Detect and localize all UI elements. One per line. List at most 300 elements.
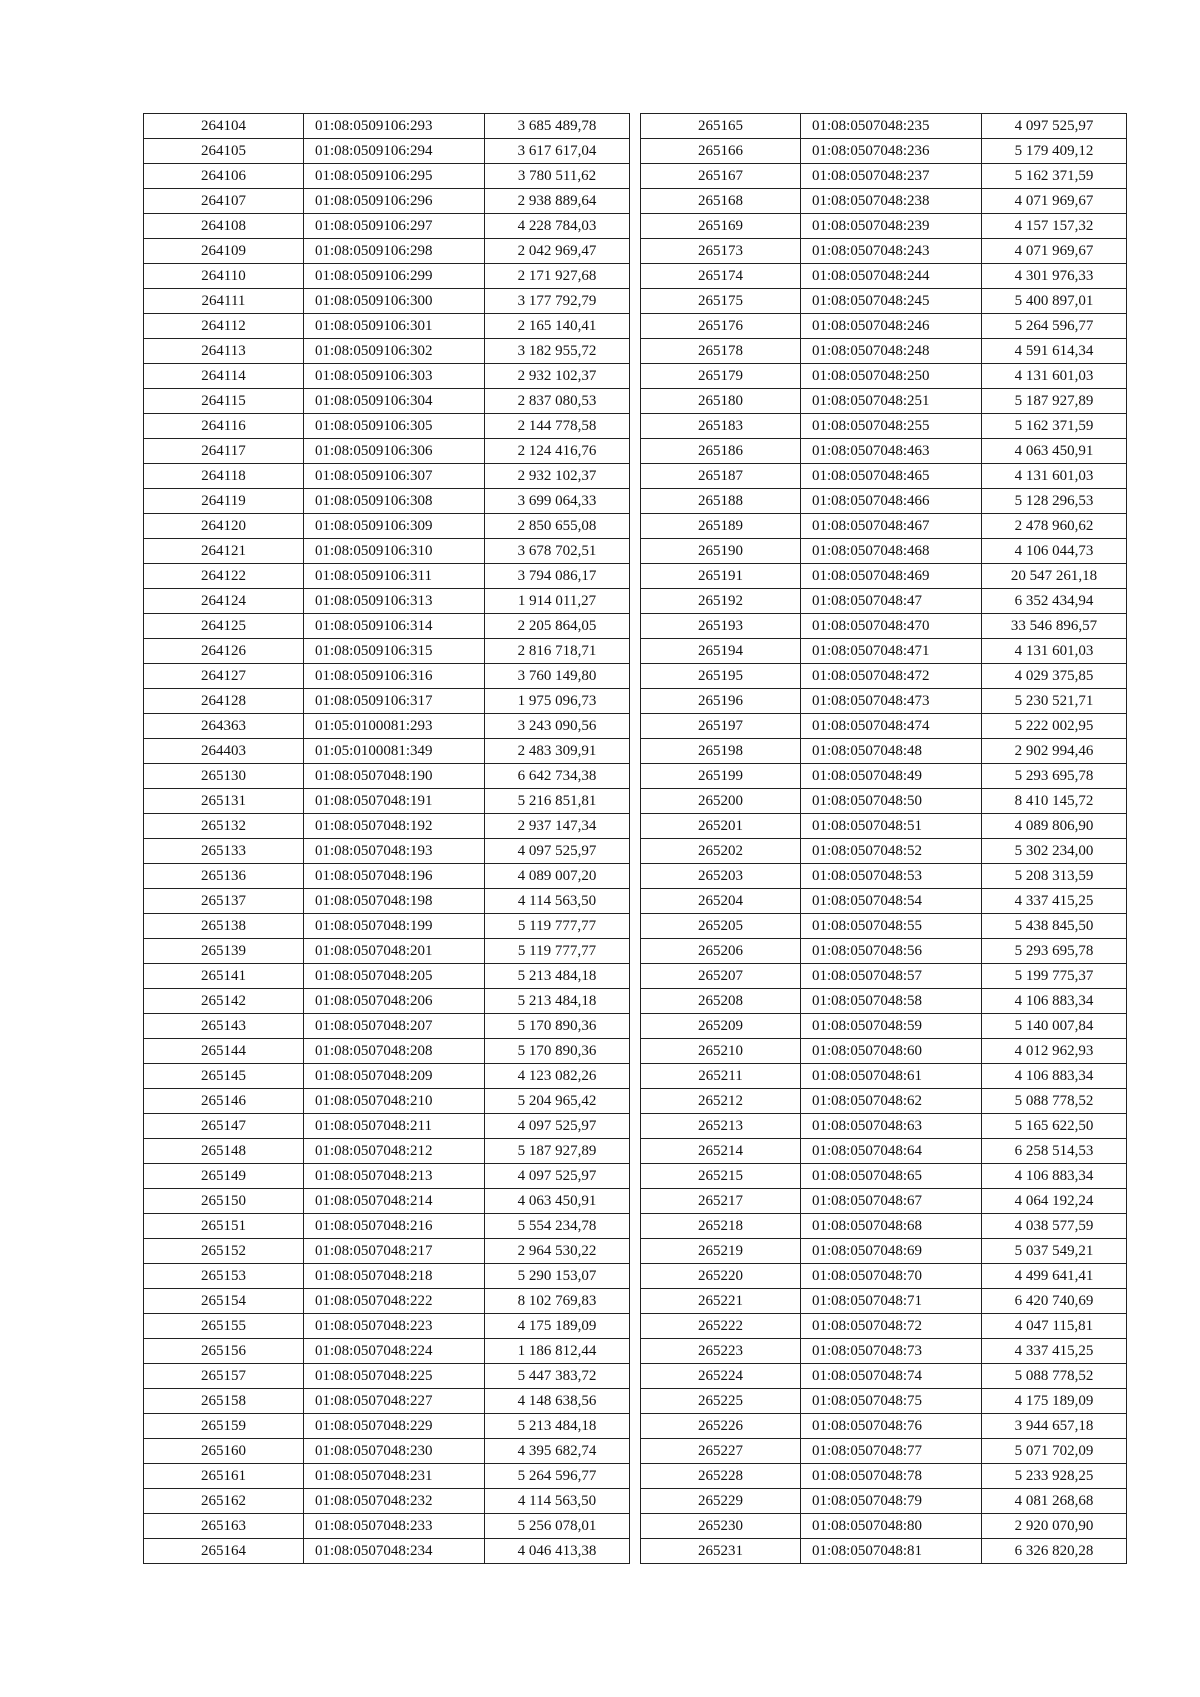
- cadastral-value-cell: 4 157 157,32: [982, 214, 1127, 239]
- row-number-cell: 265178: [641, 339, 801, 364]
- table-row: [144, 1039, 630, 1064]
- cadastral-number-cell: 01:08:0507048:467: [801, 514, 982, 539]
- cadastral-number-cell: 01:08:0507048:225: [304, 1364, 485, 1389]
- table-row: [144, 1339, 630, 1364]
- row-number-cell: 265152: [144, 1239, 304, 1264]
- row-number-cell: 264110: [144, 264, 304, 289]
- cadastral-number-cell: 01:08:0507048:244: [801, 264, 982, 289]
- cadastral-value-cell: 4 047 115,81: [982, 1314, 1127, 1339]
- row-number-cell: 264117: [144, 439, 304, 464]
- cadastral-value-cell: 4 089 007,20: [485, 864, 630, 889]
- cadastral-number-cell: 01:08:0507048:54: [801, 889, 982, 914]
- cadastral-value-cell: 6 420 740,69: [982, 1289, 1127, 1314]
- cadastral-number-cell: 01:08:0509106:298: [304, 239, 485, 264]
- cadastral-number-cell: 01:08:0509106:311: [304, 564, 485, 589]
- cadastral-number-cell: 01:08:0507048:207: [304, 1014, 485, 1039]
- table-row: [641, 714, 1127, 739]
- row-number-cell: 264127: [144, 664, 304, 689]
- cadastral-number-cell: 01:08:0507048:65: [801, 1164, 982, 1189]
- cadastral-number-cell: 01:08:0507048:229: [304, 1414, 485, 1439]
- cadastral-number-cell: 01:08:0509106:296: [304, 189, 485, 214]
- row-number-cell: 265192: [641, 589, 801, 614]
- row-number-cell: 265196: [641, 689, 801, 714]
- row-number-cell: 265136: [144, 864, 304, 889]
- row-number-cell: 264125: [144, 614, 304, 639]
- cadastral-number-cell: 01:08:0507048:81: [801, 1539, 982, 1564]
- table-row: [144, 639, 630, 664]
- cadastral-number-cell: 01:08:0507048:236: [801, 139, 982, 164]
- cadastral-number-cell: 01:08:0509106:313: [304, 589, 485, 614]
- cadastral-number-cell: 01:08:0509106:309: [304, 514, 485, 539]
- cadastral-number-cell: 01:08:0507048:469: [801, 564, 982, 589]
- table-row: [144, 764, 630, 789]
- row-number-cell: 265139: [144, 939, 304, 964]
- cadastral-value-cell: 5 170 890,36: [485, 1039, 630, 1064]
- table-row: [641, 689, 1127, 714]
- table-row: [144, 1414, 630, 1439]
- cadastral-number-cell: 01:08:0507048:234: [304, 1539, 485, 1564]
- cadastral-value-cell: 5 400 897,01: [982, 289, 1127, 314]
- cadastral-value-cell: 4 131 601,03: [982, 464, 1127, 489]
- cadastral-number-cell: 01:08:0507048:473: [801, 689, 982, 714]
- row-number-cell: 265160: [144, 1439, 304, 1464]
- row-number-cell: 265154: [144, 1289, 304, 1314]
- cadastral-number-cell: 01:08:0509106:293: [304, 114, 485, 139]
- cadastral-number-cell: 01:08:0507048:50: [801, 789, 982, 814]
- cadastral-value-cell: 5 438 845,50: [982, 914, 1127, 939]
- table-row: [144, 364, 630, 389]
- cadastral-number-cell: 01:08:0507048:201: [304, 939, 485, 964]
- table-row: [144, 714, 630, 739]
- row-number-cell: 265210: [641, 1039, 801, 1064]
- cadastral-value-cell: 4 097 525,97: [485, 1164, 630, 1189]
- row-number-cell: 264114: [144, 364, 304, 389]
- cadastral-value-cell: 2 932 102,37: [485, 364, 630, 389]
- table-row: [641, 214, 1127, 239]
- cadastral-value-cell: 2 850 655,08: [485, 514, 630, 539]
- cadastral-number-cell: 01:08:0507048:465: [801, 464, 982, 489]
- cadastral-number-cell: 01:08:0507048:208: [304, 1039, 485, 1064]
- cadastral-number-cell: 01:08:0509106:299: [304, 264, 485, 289]
- row-number-cell: 265153: [144, 1264, 304, 1289]
- table-row: [641, 1514, 1127, 1539]
- row-number-cell: 265167: [641, 164, 801, 189]
- cadastral-number-cell: 01:08:0507048:210: [304, 1089, 485, 1114]
- row-number-cell: 265137: [144, 889, 304, 914]
- cadastral-value-cell: 4 123 082,26: [485, 1064, 630, 1089]
- row-number-cell: 265229: [641, 1489, 801, 1514]
- table-row: [144, 1314, 630, 1339]
- table-row: [144, 339, 630, 364]
- cadastral-value-cell: 5 088 778,52: [982, 1089, 1127, 1114]
- cadastral-number-cell: 01:08:0509106:314: [304, 614, 485, 639]
- cadastral-value-cell: 4 081 268,68: [982, 1489, 1127, 1514]
- cadastral-value-cell: 3 182 955,72: [485, 339, 630, 364]
- cadastral-number-cell: 01:08:0507048:70: [801, 1264, 982, 1289]
- table-row: [144, 139, 630, 164]
- table-row: [144, 1289, 630, 1314]
- cadastral-value-cell: 5 179 409,12: [982, 139, 1127, 164]
- table-row: [641, 889, 1127, 914]
- cadastral-number-cell: 01:08:0507048:63: [801, 1114, 982, 1139]
- cadastral-value-cell: 3 794 086,17: [485, 564, 630, 589]
- cadastral-number-cell: 01:08:0507048:72: [801, 1314, 982, 1339]
- cadastral-number-cell: 01:08:0507048:246: [801, 314, 982, 339]
- cadastral-value-cell: 4 337 415,25: [982, 889, 1127, 914]
- table-row: [144, 1164, 630, 1189]
- table-row: [641, 114, 1127, 139]
- cadastral-number-cell: 01:08:0507048:67: [801, 1189, 982, 1214]
- cadastral-value-cell: 8 410 145,72: [982, 789, 1127, 814]
- cadastral-number-cell: 01:08:0507048:255: [801, 414, 982, 439]
- cadastral-number-cell: 01:08:0507048:71: [801, 1289, 982, 1314]
- cadastral-number-cell: 01:08:0507048:75: [801, 1389, 982, 1414]
- cadastral-number-cell: 01:08:0507048:192: [304, 814, 485, 839]
- table-row: [641, 239, 1127, 264]
- table-row: [641, 939, 1127, 964]
- row-number-cell: 265188: [641, 489, 801, 514]
- cadastral-value-cell: 5 165 622,50: [982, 1114, 1127, 1139]
- cadastral-value-cell: 5 170 890,36: [485, 1014, 630, 1039]
- table-row: [144, 239, 630, 264]
- table-row: [144, 1089, 630, 1114]
- row-number-cell: 265215: [641, 1164, 801, 1189]
- cadastral-value-cell: 5 213 484,18: [485, 989, 630, 1014]
- table-row: [641, 1464, 1127, 1489]
- table-row: [144, 389, 630, 414]
- cadastral-value-cell: 6 258 514,53: [982, 1139, 1127, 1164]
- table-row: [144, 114, 630, 139]
- table-row: [144, 964, 630, 989]
- cadastral-number-cell: 01:08:0509106:310: [304, 539, 485, 564]
- cadastral-value-cell: 3 617 617,04: [485, 139, 630, 164]
- cadastral-number-cell: 01:08:0507048:474: [801, 714, 982, 739]
- row-number-cell: 265206: [641, 939, 801, 964]
- row-number-cell: 265226: [641, 1414, 801, 1439]
- cadastral-number-cell: 01:08:0507048:227: [304, 1389, 485, 1414]
- table-row: [641, 514, 1127, 539]
- cadastral-number-cell: 01:08:0507048:47: [801, 589, 982, 614]
- row-number-cell: 265220: [641, 1264, 801, 1289]
- cadastral-number-cell: 01:08:0507048:61: [801, 1064, 982, 1089]
- cadastral-number-cell: 01:05:0100081:349: [304, 739, 485, 764]
- right-table-body: [641, 114, 1127, 1564]
- row-number-cell: 264116: [144, 414, 304, 439]
- cadastral-value-cell: 4 175 189,09: [485, 1314, 630, 1339]
- cadastral-value-cell: 2 124 416,76: [485, 439, 630, 464]
- row-number-cell: 265158: [144, 1389, 304, 1414]
- cadastral-number-cell: 01:08:0507048:74: [801, 1364, 982, 1389]
- cadastral-number-cell: 01:08:0507048:468: [801, 539, 982, 564]
- table-row: [144, 214, 630, 239]
- row-number-cell: 265189: [641, 514, 801, 539]
- row-number-cell: 265159: [144, 1414, 304, 1439]
- cadastral-value-cell: 5 290 153,07: [485, 1264, 630, 1289]
- table-row: [641, 1264, 1127, 1289]
- table-row: [144, 164, 630, 189]
- cadastral-number-cell: 01:08:0509106:304: [304, 389, 485, 414]
- cadastral-number-cell: 01:08:0507048:52: [801, 839, 982, 864]
- cadastral-value-cell: 5 233 928,25: [982, 1464, 1127, 1489]
- row-number-cell: 265132: [144, 814, 304, 839]
- cadastral-number-cell: 01:08:0507048:191: [304, 789, 485, 814]
- cadastral-value-cell: 5 222 002,95: [982, 714, 1127, 739]
- cadastral-value-cell: 4 228 784,03: [485, 214, 630, 239]
- cadastral-value-cell: 5 230 521,71: [982, 689, 1127, 714]
- row-number-cell: 264122: [144, 564, 304, 589]
- row-number-cell: 265150: [144, 1189, 304, 1214]
- cadastral-value-cell: 2 478 960,62: [982, 514, 1127, 539]
- cadastral-value-cell: 4 114 563,50: [485, 1489, 630, 1514]
- cadastral-number-cell: 01:08:0509106:295: [304, 164, 485, 189]
- cadastral-number-cell: 01:08:0507048:206: [304, 989, 485, 1014]
- row-number-cell: 265230: [641, 1514, 801, 1539]
- cadastral-value-cell: 33 546 896,57: [982, 614, 1127, 639]
- cadastral-value-cell: 4 499 641,41: [982, 1264, 1127, 1289]
- cadastral-number-cell: 01:08:0507048:466: [801, 489, 982, 514]
- row-number-cell: 264363: [144, 714, 304, 739]
- cadastral-value-cell: 3 678 702,51: [485, 539, 630, 564]
- cadastral-number-cell: 01:08:0507048:80: [801, 1514, 982, 1539]
- table-row: [641, 1039, 1127, 1064]
- row-number-cell: 265133: [144, 839, 304, 864]
- table-row: [144, 514, 630, 539]
- table-row: [144, 439, 630, 464]
- row-number-cell: 265180: [641, 389, 801, 414]
- cadastral-value-cell: 6 326 820,28: [982, 1539, 1127, 1564]
- row-number-cell: 265162: [144, 1489, 304, 1514]
- table-row: [641, 1014, 1127, 1039]
- cadastral-number-cell: 01:08:0507048:213: [304, 1164, 485, 1189]
- row-number-cell: 265227: [641, 1439, 801, 1464]
- table-row: [641, 539, 1127, 564]
- table-row: [144, 314, 630, 339]
- row-number-cell: 265209: [641, 1014, 801, 1039]
- cadastral-value-cell: 4 012 962,93: [982, 1039, 1127, 1064]
- row-number-cell: 264112: [144, 314, 304, 339]
- row-number-cell: 265176: [641, 314, 801, 339]
- row-number-cell: 265204: [641, 889, 801, 914]
- row-number-cell: 264106: [144, 164, 304, 189]
- table-row: [641, 739, 1127, 764]
- table-row: [641, 364, 1127, 389]
- row-number-cell: 265212: [641, 1089, 801, 1114]
- table-row: [641, 464, 1127, 489]
- cadastral-value-cell: 4 071 969,67: [982, 189, 1127, 214]
- row-number-cell: 264120: [144, 514, 304, 539]
- table-row: [641, 1114, 1127, 1139]
- cadastral-number-cell: 01:08:0509106:307: [304, 464, 485, 489]
- cadastral-number-cell: 01:08:0507048:58: [801, 989, 982, 1014]
- cadastral-value-cell: 4 106 044,73: [982, 539, 1127, 564]
- row-number-cell: 265142: [144, 989, 304, 1014]
- table-row: [641, 339, 1127, 364]
- row-number-cell: 265169: [641, 214, 801, 239]
- table-row: [144, 889, 630, 914]
- cadastral-number-cell: 01:08:0507048:222: [304, 1289, 485, 1314]
- row-number-cell: 264128: [144, 689, 304, 714]
- row-number-cell: 265187: [641, 464, 801, 489]
- table-row: [641, 1239, 1127, 1264]
- table-row: [641, 564, 1127, 589]
- row-number-cell: 264105: [144, 139, 304, 164]
- cadastral-number-cell: 01:08:0507048:196: [304, 864, 485, 889]
- table-row: [641, 589, 1127, 614]
- table-row: [641, 914, 1127, 939]
- cadastral-number-cell: 01:08:0507048:248: [801, 339, 982, 364]
- cadastral-value-cell: 5 293 695,78: [982, 764, 1127, 789]
- cadastral-value-cell: 2 144 778,58: [485, 414, 630, 439]
- cadastral-value-cell: 5 256 078,01: [485, 1514, 630, 1539]
- table-row: [641, 389, 1127, 414]
- table-row: [144, 1539, 630, 1564]
- cadastral-number-cell: 01:08:0507048:235: [801, 114, 982, 139]
- row-number-cell: 264126: [144, 639, 304, 664]
- cadastral-value-cell: 4 106 883,34: [982, 1164, 1127, 1189]
- row-number-cell: 265213: [641, 1114, 801, 1139]
- row-number-cell: 265195: [641, 664, 801, 689]
- table-row: [641, 189, 1127, 214]
- cadastral-value-cell: 4 063 450,91: [982, 439, 1127, 464]
- table-row: [144, 864, 630, 889]
- row-number-cell: 265231: [641, 1539, 801, 1564]
- cadastral-number-cell: 01:08:0507048:199: [304, 914, 485, 939]
- row-number-cell: 265144: [144, 1039, 304, 1064]
- table-row: [641, 1164, 1127, 1189]
- cadastral-value-cell: 4 131 601,03: [982, 364, 1127, 389]
- table-row: [641, 289, 1127, 314]
- cadastral-value-cell: 4 175 189,09: [982, 1389, 1127, 1414]
- cadastral-value-cell: 3 177 792,79: [485, 289, 630, 314]
- cadastral-value-cell: 5 162 371,59: [982, 164, 1127, 189]
- cadastral-value-cell: 2 042 969,47: [485, 239, 630, 264]
- table-row: [144, 789, 630, 814]
- row-number-cell: 265228: [641, 1464, 801, 1489]
- row-number-cell: 265156: [144, 1339, 304, 1364]
- cadastral-value-cell: 4 046 413,38: [485, 1539, 630, 1564]
- cadastral-value-cell: 3 243 090,56: [485, 714, 630, 739]
- cadastral-value-cell: 6 352 434,94: [982, 589, 1127, 614]
- table-row: [144, 539, 630, 564]
- cadastral-number-cell: 01:08:0507048:231: [304, 1464, 485, 1489]
- table-row: [641, 1489, 1127, 1514]
- cadastral-number-cell: 01:08:0507048:472: [801, 664, 982, 689]
- table-row: [641, 164, 1127, 189]
- table-row: [641, 764, 1127, 789]
- cadastral-number-cell: 01:08:0509106:317: [304, 689, 485, 714]
- row-number-cell: 265203: [641, 864, 801, 889]
- row-number-cell: 265146: [144, 1089, 304, 1114]
- cadastral-value-cell: 4 029 375,85: [982, 664, 1127, 689]
- table-row: [641, 1364, 1127, 1389]
- cadastral-value-cell: 5 119 777,77: [485, 914, 630, 939]
- row-number-cell: 265202: [641, 839, 801, 864]
- cadastral-number-cell: 01:08:0509106:300: [304, 289, 485, 314]
- cadastral-number-cell: 01:08:0507048:49: [801, 764, 982, 789]
- row-number-cell: 265155: [144, 1314, 304, 1339]
- row-number-cell: 265157: [144, 1364, 304, 1389]
- row-number-cell: 264119: [144, 489, 304, 514]
- cadastral-number-cell: 01:08:0509106:305: [304, 414, 485, 439]
- row-number-cell: 265141: [144, 964, 304, 989]
- cadastral-number-cell: 01:08:0507048:250: [801, 364, 982, 389]
- cadastral-number-cell: 01:08:0507048:77: [801, 1439, 982, 1464]
- row-number-cell: 265166: [641, 139, 801, 164]
- table-row: [144, 264, 630, 289]
- cadastral-value-cell: 5 213 484,18: [485, 964, 630, 989]
- cadastral-value-cell: 2 165 140,41: [485, 314, 630, 339]
- row-number-cell: 265175: [641, 289, 801, 314]
- cadastral-value-cell: 4 337 415,25: [982, 1339, 1127, 1364]
- cadastral-number-cell: 01:08:0507048:470: [801, 614, 982, 639]
- table-row: [144, 1189, 630, 1214]
- cadastral-value-cell: 3 780 511,62: [485, 164, 630, 189]
- cadastral-number-cell: 01:08:0507048:190: [304, 764, 485, 789]
- row-number-cell: 265143: [144, 1014, 304, 1039]
- row-number-cell: 265164: [144, 1539, 304, 1564]
- table-row: [144, 664, 630, 689]
- cadastral-value-cell: 4 071 969,67: [982, 239, 1127, 264]
- cadastral-value-cell: 5 199 775,37: [982, 964, 1127, 989]
- row-number-cell: 265183: [641, 414, 801, 439]
- cadastral-value-cell: 6 642 734,38: [485, 764, 630, 789]
- cadastral-number-cell: 01:08:0507048:56: [801, 939, 982, 964]
- row-number-cell: 264118: [144, 464, 304, 489]
- cadastral-value-cell: 2 938 889,64: [485, 189, 630, 214]
- cadastral-value-cell: 4 106 883,34: [982, 1064, 1127, 1089]
- table-row: [144, 1439, 630, 1464]
- table-row: [641, 839, 1127, 864]
- row-number-cell: 265225: [641, 1389, 801, 1414]
- table-row: [144, 564, 630, 589]
- cadastral-number-cell: 01:08:0507048:209: [304, 1064, 485, 1089]
- cadastral-number-cell: 01:08:0507048:223: [304, 1314, 485, 1339]
- table-row: [144, 589, 630, 614]
- cadastral-number-cell: 01:08:0509106:301: [304, 314, 485, 339]
- row-number-cell: 265221: [641, 1289, 801, 1314]
- table-row: [144, 489, 630, 514]
- cadastral-number-cell: 01:08:0507048:60: [801, 1039, 982, 1064]
- cadastral-number-cell: 01:08:0507048:205: [304, 964, 485, 989]
- table-row: [641, 1089, 1127, 1114]
- row-number-cell: 265219: [641, 1239, 801, 1264]
- table-row: [144, 939, 630, 964]
- cadastral-value-cell: 4 063 450,91: [485, 1189, 630, 1214]
- left-cadastral-table: [143, 113, 630, 1564]
- table-row: [144, 614, 630, 639]
- row-number-cell: 265222: [641, 1314, 801, 1339]
- table-row: [641, 1289, 1127, 1314]
- cadastral-value-cell: 5 302 234,00: [982, 839, 1127, 864]
- cadastral-value-cell: 4 106 883,34: [982, 989, 1127, 1014]
- cadastral-value-cell: 5 204 965,42: [485, 1089, 630, 1114]
- table-row: [641, 1439, 1127, 1464]
- cadastral-number-cell: 01:08:0507048:68: [801, 1214, 982, 1239]
- row-number-cell: 265199: [641, 764, 801, 789]
- cadastral-number-cell: 01:08:0507048:218: [304, 1264, 485, 1289]
- row-number-cell: 265194: [641, 639, 801, 664]
- row-number-cell: 265148: [144, 1139, 304, 1164]
- table-row: [144, 1214, 630, 1239]
- cadastral-value-cell: 3 944 657,18: [982, 1414, 1127, 1439]
- right-cadastral-table: [640, 113, 1127, 1564]
- table-row: [641, 1139, 1127, 1164]
- row-number-cell: 264121: [144, 539, 304, 564]
- row-number-cell: 265179: [641, 364, 801, 389]
- row-number-cell: 265190: [641, 539, 801, 564]
- cadastral-value-cell: 5 213 484,18: [485, 1414, 630, 1439]
- cadastral-value-cell: 2 483 309,91: [485, 739, 630, 764]
